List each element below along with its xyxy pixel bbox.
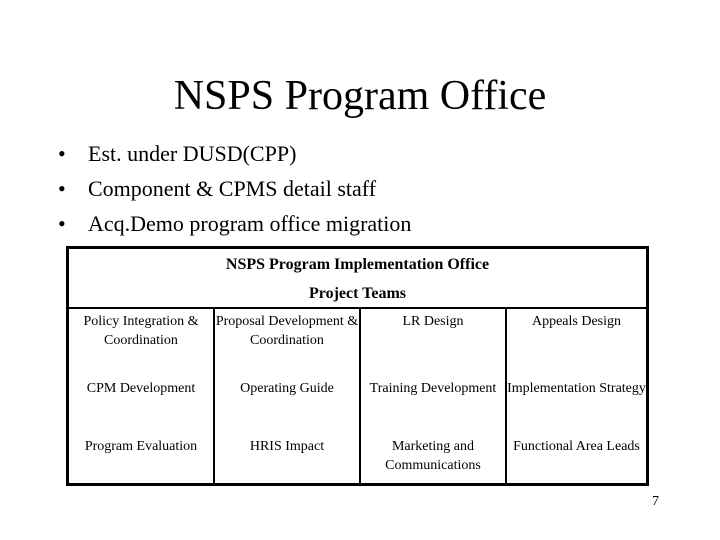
bullet-text: Acq.Demo program office migration [88,211,412,236]
table-header [69,249,646,309]
table-cell: Functional Area Leads [513,439,640,454]
bullet-marker: • [58,141,66,166]
bullet-item [58,206,411,241]
table-cell: Policy Integration & Coordination [69,307,215,374]
bullet-list [58,136,411,241]
bullet-marker: • [58,211,66,236]
bullet-item [58,136,411,171]
table-cell: Program Evaluation [69,432,215,486]
bullet-text: Component & CPMS detail staff [88,176,377,201]
project-teams-table [66,246,649,486]
table-cell: Marketing and Communications [361,432,507,486]
table-subtitle: Project Teams [308,285,406,302]
table-grid [69,307,646,486]
page-number: 7 [652,494,659,509]
slide-title: NSPS Program Office [173,73,547,119]
table-cell: Operating Guide [215,374,361,432]
table-cell: Training Development [361,374,507,432]
bullet-marker: • [58,176,66,201]
table-cell: HRIS Impact [215,432,361,486]
table-cell: CPM Development [69,374,215,432]
table-cell: Implementation Strategy [507,381,646,396]
table-cell: Appeals Design [531,314,622,329]
table-cell: Proposal Development & Coordination [215,307,361,374]
bullet-item [58,171,411,206]
table-cell: LR Design [361,307,507,374]
bullet-text: Est. under DUSD(CPP) [88,141,297,166]
table-title: NSPS Program Implementation Office [225,256,490,273]
